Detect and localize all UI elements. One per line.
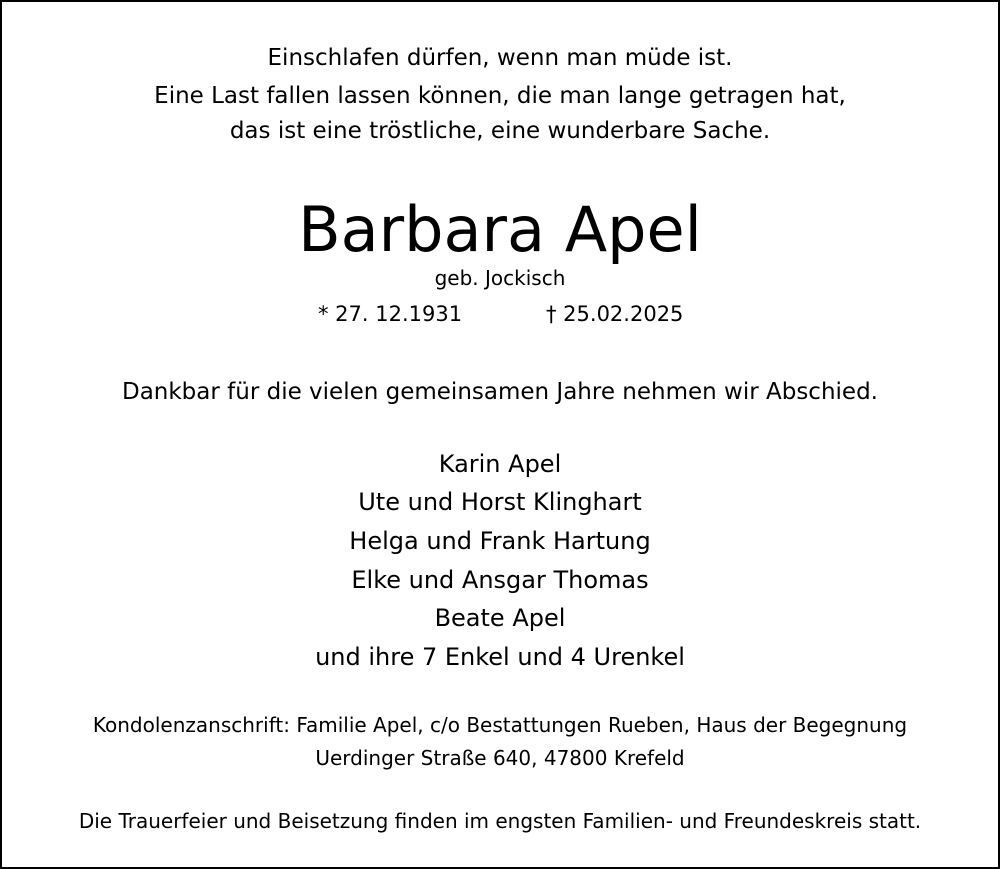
mourner-3: Helga und Frank Hartung — [349, 527, 651, 555]
mourner-5: Beate Apel — [434, 604, 566, 632]
motto-line-2: Eine Last fallen lassen können, die man lange getragen hat, — [154, 83, 846, 109]
ceremony-note: Die Trauerfeier und Beisetzung finden im engsten Familien- und Freundeskreis statt. — [78, 809, 922, 833]
maiden-name: geb. Jockisch — [434, 266, 566, 290]
condolence-address-line-1: Kondolenzanschrift: Familie Apel, c/o Bestattungen Rueben, Haus der Begegnung — [92, 713, 908, 737]
mourner-4: Elke und Ansgar Thomas — [351, 566, 649, 594]
death-date: † 25.02.2025 — [546, 302, 684, 326]
motto-line-1: Einschlafen dürfen, wenn man müde ist. — [267, 45, 733, 71]
mourner-1: Karin Apel — [438, 450, 562, 478]
farewell-text: Dankbar für die vielen gemeinsamen Jahre nehmen wir Abschied. — [121, 379, 878, 405]
condolence-address-line-2: Uerdinger Straße 640, 47800 Krefeld — [315, 746, 685, 770]
birth-date: * 27. 12.1931 — [318, 302, 463, 326]
motto-line-3: das ist eine tröstliche, eine wunderbare Sache. — [229, 118, 771, 144]
mourner-2: Ute und Horst Klinghart — [358, 488, 642, 516]
mourner-6: und ihre 7 Enkel und 4 Urenkel — [315, 643, 685, 671]
deceased-name: Barbara Apel — [298, 193, 702, 266]
